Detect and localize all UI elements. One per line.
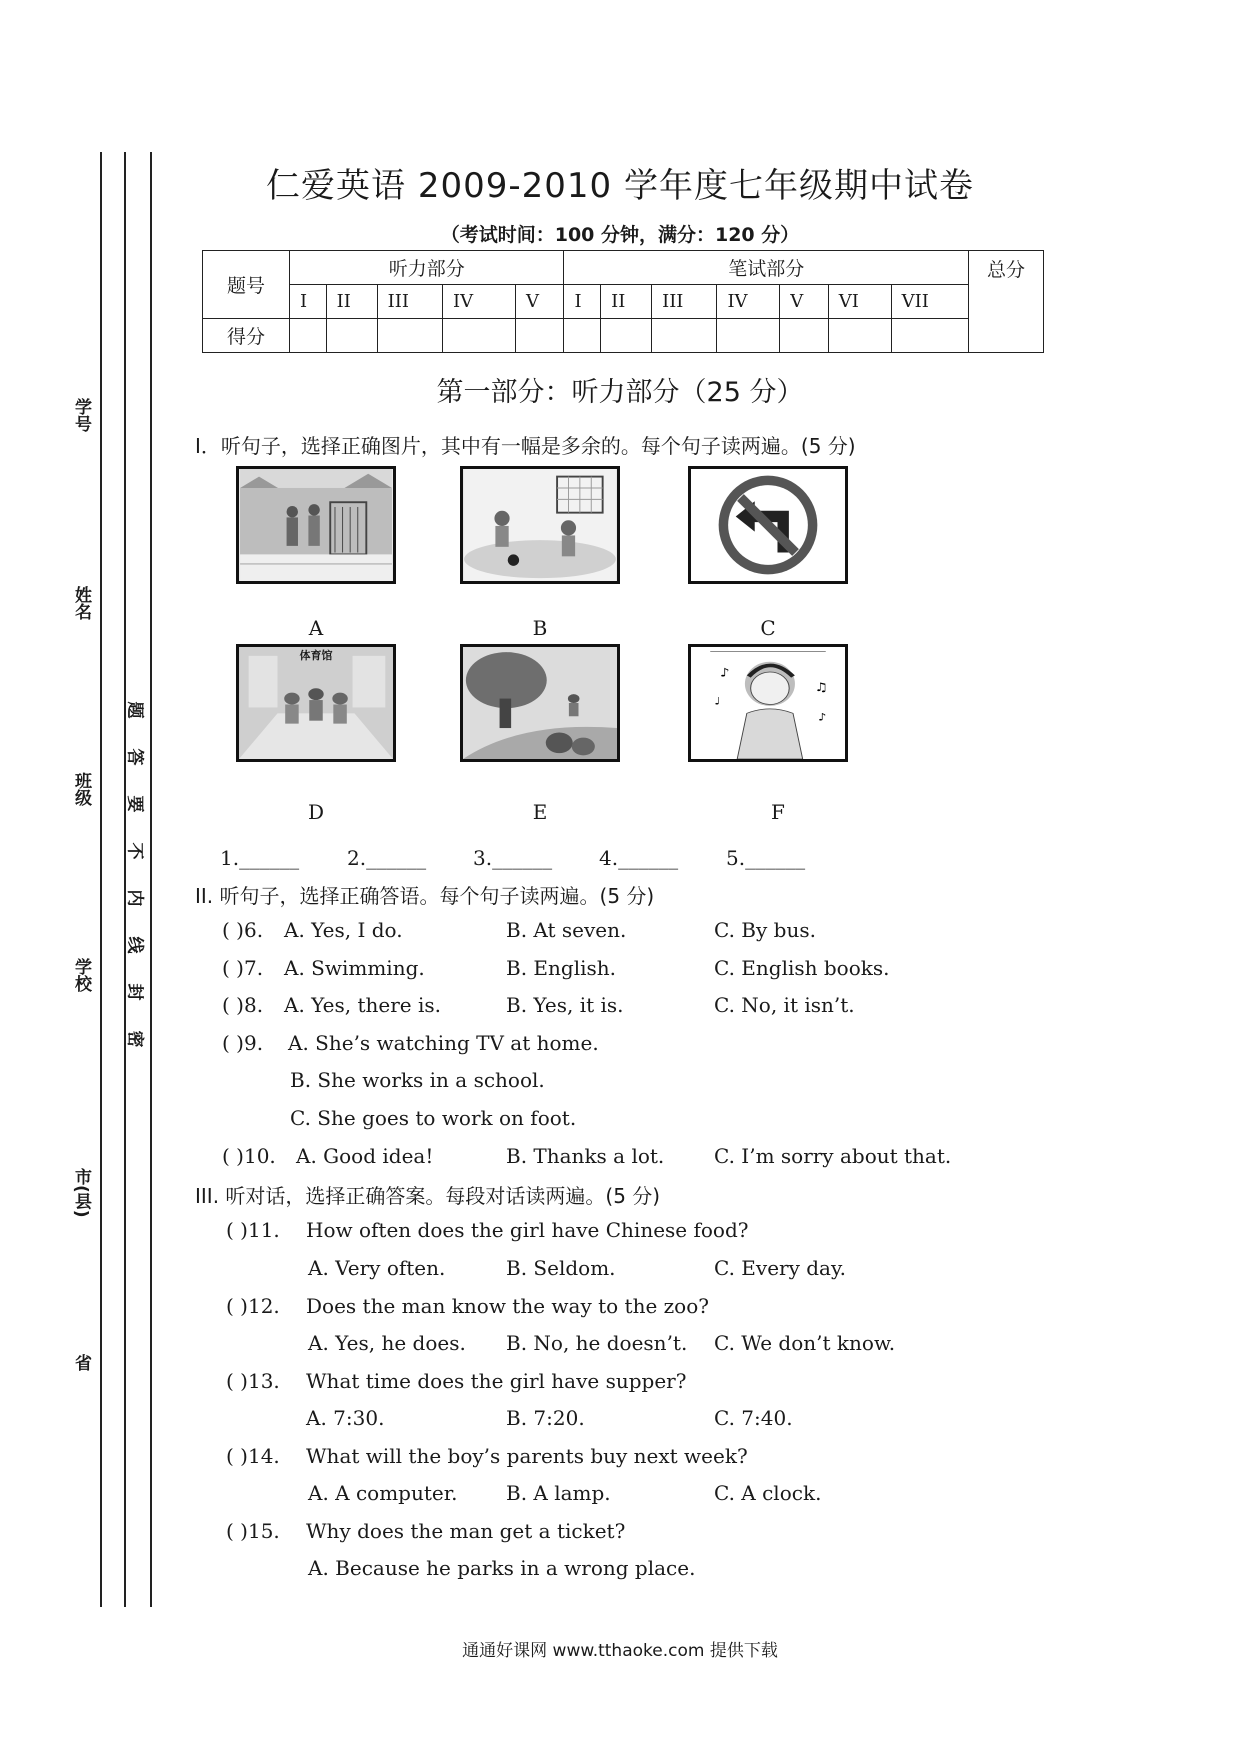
question-9-option-b: B. She works in a school. (290, 1068, 545, 1092)
picture-label-c: C (760, 616, 776, 640)
picture-e (460, 644, 620, 762)
picture-label-e: E (532, 800, 548, 824)
question-6-option-c: C. By bus. (714, 918, 816, 942)
question-6-option-a: A. Yes, I do. (284, 918, 403, 942)
seal-char: 答 (124, 748, 145, 766)
question-9-option-c: C. She goes to work on foot. (290, 1106, 577, 1130)
score-cell[interactable] (828, 319, 891, 353)
question-14-number[interactable]: ( )14. (226, 1444, 280, 1468)
question-10-number[interactable]: ( )10. (222, 1144, 276, 1168)
picture-d (236, 644, 396, 762)
score-cell[interactable] (326, 319, 377, 353)
side-label-student-no: 学号 (71, 398, 91, 432)
picture-label-d: D (307, 800, 325, 824)
side-label-name: 姓名 (71, 586, 91, 620)
question-15-text: Why does the man get a ticket? (306, 1519, 626, 1543)
listening-col: III (377, 285, 442, 319)
written-label: 笔试部分 (564, 251, 969, 285)
score-cell[interactable] (290, 319, 327, 353)
question-12-option-c: C. We don’t know. (714, 1331, 896, 1355)
written-col: V (780, 285, 829, 319)
footer-source: 通通好课网 www.tthaoke.com 提供下载 (462, 1641, 778, 1661)
seal-char: 不 (124, 842, 145, 860)
question-9-number[interactable]: ( )9. (222, 1031, 264, 1055)
question-label: 题号 (203, 251, 290, 319)
picture-c-no-left-turn-sign (688, 466, 848, 584)
question-10-option-c: C. I’m sorry about that. (714, 1144, 952, 1168)
listening-col: V (515, 285, 564, 319)
picture-d-caption: 体育馆 (299, 649, 333, 662)
seal-char: 要 (124, 795, 145, 813)
section-3-heading: III. 听对话，选择正确答案。每段对话读两遍。(5 分) (195, 1184, 661, 1208)
svg-text:♪: ♪ (818, 711, 827, 724)
question-12-option-b: B. No, he doesn’t. (506, 1331, 688, 1355)
seal-line-text (126, 700, 148, 1054)
question-7-option-b: B. English. (506, 956, 616, 980)
written-col: VII (891, 285, 968, 319)
question-13-option-a: A. 7:30. (306, 1406, 385, 1430)
question-14-option-c: C. A clock. (714, 1481, 822, 1505)
question-14-text: What will the boy’s parents buy next week? (306, 1444, 748, 1468)
section-2-heading: II. 听句子，选择正确答语。每个句子读两遍。(5 分) (195, 884, 655, 908)
score-cell[interactable] (891, 319, 968, 353)
question-8-number[interactable]: ( )8. (222, 993, 264, 1017)
picture-label-f: F (771, 800, 785, 824)
picture-b (460, 466, 620, 584)
score-cell[interactable] (652, 319, 717, 353)
score-cell[interactable] (564, 319, 601, 353)
question-15-option-a: A. Because he parks in a wrong place. (308, 1556, 696, 1580)
seal-char: 封 (124, 983, 145, 1001)
svg-text:♫: ♫ (814, 680, 829, 695)
answer-blank-2[interactable]: 2.______ (347, 846, 427, 870)
svg-text:♩: ♩ (714, 695, 721, 708)
written-col: I (564, 285, 601, 319)
score-cell[interactable] (601, 319, 652, 353)
question-13-option-c: C. 7:40. (714, 1406, 793, 1430)
question-11-option-a: A. Very often. (308, 1256, 446, 1280)
question-7-option-c: C. English books. (714, 956, 890, 980)
page-title: 仁爱英语 2009-2010 学年度七年级期中试卷 (266, 166, 974, 206)
question-11-option-b: B. Seldom. (506, 1256, 616, 1280)
part-title: 第一部分：听力部分（25 分） (436, 377, 804, 408)
question-13-option-b: B. 7:20. (506, 1406, 585, 1430)
side-label-school: 学校 (71, 958, 91, 992)
question-13-text: What time does the girl have supper? (306, 1369, 687, 1393)
seal-char: 密 (124, 1030, 145, 1048)
listening-label: 听力部分 (290, 251, 564, 285)
question-13-number[interactable]: ( )13. (226, 1369, 280, 1393)
score-cell[interactable] (780, 319, 829, 353)
picture-label-a: A (308, 616, 324, 640)
picture-a (236, 466, 396, 584)
score-cell[interactable] (515, 319, 564, 353)
exam-info: （考试时间：100 分钟，满分：120 分） (440, 224, 800, 246)
svg-text:♪: ♪ (719, 666, 730, 680)
answer-blank-5[interactable]: 5.______ (726, 846, 806, 870)
total-label: 总分 (969, 251, 1044, 353)
picture-f (688, 644, 848, 762)
score-cell[interactable] (442, 319, 515, 353)
score-cell[interactable] (717, 319, 780, 353)
question-11-text: How often does the girl have Chinese food? (306, 1218, 749, 1242)
question-6-option-b: B. At seven. (506, 918, 627, 942)
question-9-option-a: A. She’s watching TV at home. (288, 1031, 599, 1055)
seal-char: 题 (124, 701, 145, 719)
question-11-option-c: C. Every day. (714, 1256, 846, 1280)
listening-col: I (290, 285, 327, 319)
question-6-number[interactable]: ( )6. (222, 918, 264, 942)
listening-col: II (326, 285, 377, 319)
score-label: 得分 (203, 319, 290, 353)
question-8-option-a: A. Yes, there is. (284, 993, 441, 1017)
question-14-option-a: A. A computer. (308, 1481, 458, 1505)
question-12-text: Does the man know the way to the zoo? (306, 1294, 709, 1318)
written-col: IV (717, 285, 780, 319)
side-label-class: 班级 (71, 772, 91, 806)
section-1-heading: I．听句子，选择正确图片，其中有一幅是多余的。每个句子读两遍。(5 分) (195, 434, 856, 458)
question-15-number[interactable]: ( )15. (226, 1519, 280, 1543)
question-12-option-a: A. Yes, he does. (308, 1331, 466, 1355)
question-8-option-c: C. No, it isn’t. (714, 993, 855, 1017)
seal-char: 线 (124, 936, 145, 954)
question-12-number[interactable]: ( )12. (226, 1294, 280, 1318)
question-11-number[interactable]: ( )11. (226, 1218, 280, 1242)
question-14-option-b: B. A lamp. (506, 1481, 611, 1505)
picture-label-b: B (532, 616, 548, 640)
question-10-option-a: A. Good idea! (296, 1144, 434, 1168)
side-label-province: 省 (71, 1354, 91, 1371)
answer-blank-1[interactable]: 1.______ (220, 846, 300, 870)
written-col: VI (828, 285, 891, 319)
question-7-option-a: A. Swimming. (284, 956, 425, 980)
side-label-city: 市(县) (71, 1168, 91, 1218)
question-7-number[interactable]: ( )7. (222, 956, 264, 980)
seal-char: 内 (124, 889, 145, 907)
answer-blank-3[interactable]: 3.______ (473, 846, 553, 870)
question-8-option-b: B. Yes, it is. (506, 993, 624, 1017)
score-table (202, 250, 1044, 353)
written-col: II (601, 285, 652, 319)
written-col: III (652, 285, 717, 319)
listening-col: IV (442, 285, 515, 319)
score-cell[interactable] (377, 319, 442, 353)
answer-blank-4[interactable]: 4.______ (599, 846, 679, 870)
question-10-option-b: B. Thanks a lot. (506, 1144, 665, 1168)
